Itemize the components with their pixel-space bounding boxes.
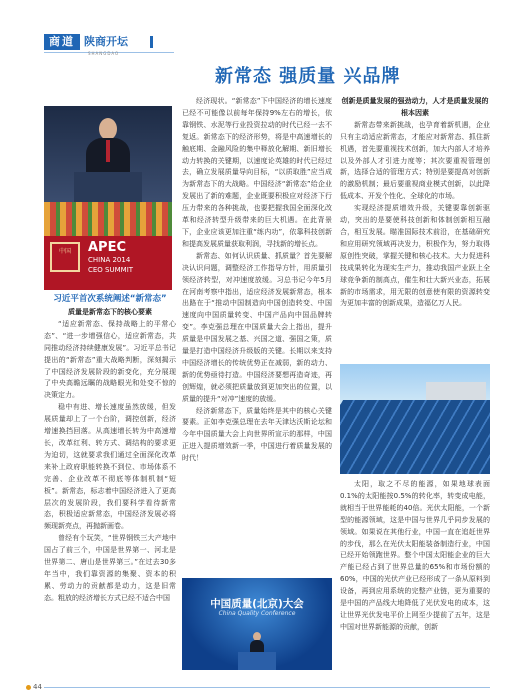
photo-caption	[40, 292, 180, 304]
paragraph: 新常态、如何认识质量、抓质量？首先要解决认识问题，调整经济工作指导方针，用质量引领经济转型，对冲速度放缓。习总书记今年5月在河南考察中指出，适应经济发展新常态，根本出路在于“推动中国制造向中国创造转变、中国速度向中国质量转变、中国产品向中国品牌转变”。李克强总理在中国质量大会上指出，提升质量是中国发展之基、兴国之道、强国之策，质量是打造中国经济升级版的关键。长期以来支持中国经济增长的传统优势正在减弱，新的动力、新的优势亟待打造。中国经济要想再造奇迹，再创辉煌，就必须把质量放到更加突出的位置，以质量的提升“对冲”速度的放缓。	[182, 251, 332, 403]
section-bar	[150, 36, 153, 48]
speaker-head	[99, 118, 117, 140]
solar-panel-photo	[340, 364, 490, 474]
paragraph: 稳中有进、增长速度虽然放缓，但发展质量却上了一个台阶，调控创新，经济增速换挡回落。从高速增长转为中高速增长，改革红利、转方式、调结构的要求更为迫切，这就要求我们通过全面深化改革来补上政府职能转换不到位、市场体系不完善、企业改革不彻底等体制机制“短板”。新常态，标志着中国经济进入了更高层次的发展阶段，我们要科学看待新常态，积极适应新常态，中国经济发展必将频现新亮点，再抛新画卷。	[44, 403, 176, 531]
caption-prefix: 习近平首次系统阐述	[53, 294, 130, 304]
apec-board-ceo: CEO SUMMIT	[88, 266, 134, 274]
paragraph: 实现经济提质增效升级，关键要靠创新驱动，突出的是要使科技创新和体制创新相互融合，相互发展。瞄准国际技术前沿，在基础研究和应用研究领域再决发力，积极作为，努力取得原创性突破，掌握关键和核心技术。大力促进科技成果转化为现实生产力，推动我国产业跃上全球竞争新的制高点，催生和壮大新兴业态，拓展新的市场需求，用无限的创意使有限的资源转变为更加丰富的创新成果，造福亿万人民。	[340, 204, 490, 308]
page-number	[26, 683, 42, 691]
section-subtitle: 陕商开坛	[84, 35, 128, 48]
conference-title-en: China Quality Conference	[218, 610, 296, 617]
paragraph: 新常态带来新挑战，也孕育着新机遇，企业只有主动适应新常态，才能应对新常态、抓住新机遇，首先要重视技术创新，加大内部人才培养以及外部人才引进力度等；其次要重视管理创新，选择合适的管理方式；特别是要提高对创新的激励机制；最后要重视商业模式创新，以此降低成本、开发个性化、全球化的市场。	[340, 120, 490, 201]
paragraph: 太阳，取之不尽的能源，如果地球表面0.1%的太阳能按0.5%的转化率，转变成电能，就相当于世界能耗的40倍。光伏太阳能，一个新型的能源领域，这是中国与世界几乎同步发展的领域。如果说在其他行业，中国一直在追赶世界的步伐，那么在光伏太阳能装备制造行业，中国已经开始领跑世界。整个中国太阳能企业的巨大产能已经占到了世界总量的65%和市场份额的60%，中国的光伏产业已经形成了一条从原料到设备，再到应用系统的完整产业链，更为重要的是中国的产品线大地降低了光伏发电的成本，这让世界光伏发电平价上网至少提前了五年，这是中国对世界新能源的贡献，创新	[340, 480, 490, 631]
page-number-text: 44	[33, 683, 42, 691]
text-column-3-lower	[340, 479, 490, 634]
section-tag: 商道	[44, 34, 80, 50]
apec-summit-photo	[44, 106, 172, 290]
article-title: 新常态 强质量 兴品牌	[215, 66, 401, 87]
paragraph: “适应新常态、保持战略上的平常心态”、“进一步增强信心，适应新常态，共同推动经济持续健康发展”。习近平总书记提出的“新常态”重大战略判断，深刻揭示了中国经济发展阶段的新变化，充分展现了中央高瞻远瞩的战略眼光和处变不惊的决策定力。	[44, 319, 176, 400]
page-dot-icon	[26, 685, 31, 690]
caption-highlight: “新常态”	[129, 294, 167, 304]
paragraph: 经济新常态下，质量始终是其中的核心关键要素。正如李克强总理在去年天津达沃斯论坛和今年中国质量大会上向世界所宣示的那样，中国正进入提质增效新一季，中国进行着质量发展的时代！	[182, 406, 332, 463]
column-3-subhead: 创新是质量发展的强劲动力，人才是质量发展的根本因素	[341, 97, 489, 117]
column-1-subhead: 质量是新常态下的核心要素	[68, 308, 152, 316]
section-mini-text: SHANGDAO	[88, 51, 120, 56]
paragraph: 经济现状。“新常态”下中国经济的增长速度已经不可能像以前每年保持9%左右的增长，依靠钢铁、水泥等行业投资拉动的时代已经一去不复返。新常态下的经济形势，将是中高速增长的触底期、金融风险的集中释放化解期、新旧增长动力转换的关键期，以速度论英雄的时代已经过去，确立发展质量导向目标，“以质取胜”应当成为新常态下的大战略。中国经济“新常态”给企业发展出了新的难题，企业既要积极应对经济下行压力带来的各种挑战，也要把握我国全面深化改革和经济转型升级带来的巨大机遇。在此背景下，企业应该更加注重“练内功”，依靠科技创新和提高发展质量获取利润，寻找新的增长点。	[182, 97, 332, 248]
footer-rule	[44, 687, 490, 688]
text-column-2	[182, 96, 332, 465]
podium	[74, 172, 142, 206]
text-column-1	[44, 307, 176, 605]
apec-board-year: CHINA 2014	[88, 256, 131, 264]
text-column-3	[340, 96, 490, 310]
conference-title-cn: 中国质量(北京)大会	[210, 598, 304, 610]
apec-logo: 中国	[50, 242, 80, 272]
speaker-tie	[106, 140, 110, 162]
quality-conference-photo	[182, 578, 332, 670]
paragraph: 曾经有个玩笑，“世界钢铁三大产地中国占了前三个，中国是世界第一、河北是世界第二、唐山是世界第三。”在过去30多年当中，我们靠资源的集聚、资本的积累、劳动力的贡献都是动力，这是旧常态。粗放的经济增长方式已经不适合中国	[44, 534, 176, 602]
solar-panels	[340, 400, 490, 474]
conference-podium	[238, 652, 276, 670]
apec-board-title: APEC	[88, 240, 127, 255]
flower-arrangement	[44, 202, 172, 236]
